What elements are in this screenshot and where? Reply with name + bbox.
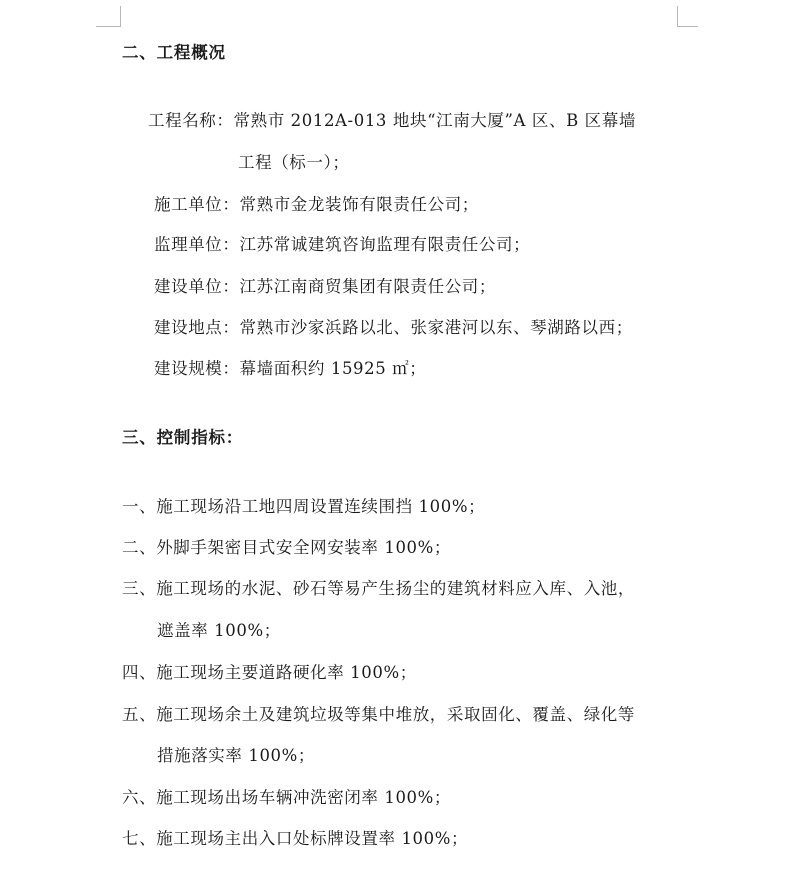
section-heading-control-indicators: 三、控制指标： — [122, 428, 244, 447]
info-label: 监理单位： — [154, 235, 240, 254]
crop-mark-top-left — [96, 6, 121, 27]
info-value: 江苏常诚建筑咨询监理有限责任公司； — [239, 235, 531, 254]
info-value: 常熟市 2012A-013 地块“江南大厦”A 区、B 区幕墙 — [233, 111, 636, 130]
info-label: 建设单位： — [154, 277, 240, 296]
list-item-indicator-2: 二、外脚手架密目式安全网安装率 100%； — [122, 538, 452, 557]
info-value: 幕墙面积约 15925 ㎡； — [239, 359, 427, 378]
list-item-indicator-6: 六、施工现场出场车辆冲洗密闭率 100%； — [122, 788, 452, 807]
info-value: 江苏江南商贸集团有限责任公司； — [239, 277, 496, 296]
list-item-indicator-5: 五、施工现场余土及建筑垃圾等集中堆放，采取固化、覆盖、绿化等 — [122, 705, 635, 724]
list-item-indicator-5-continuation: 措施落实率 100%； — [157, 746, 316, 765]
info-label: 施工单位： — [154, 195, 240, 214]
list-item-indicator-3-continuation: 遮盖率 100%； — [157, 621, 281, 640]
info-value: 常熟市沙家浜路以北、张家港河以东、琴湖路以西； — [239, 318, 633, 337]
info-row-project-name-continuation: 工程（标一）； — [238, 153, 350, 172]
section-heading-project-overview: 二、工程概况 — [122, 43, 226, 62]
info-row-project-name — [148, 110, 636, 132]
list-item-indicator-7: 七、施工现场主出入口处标牌设置率 100%； — [122, 829, 469, 848]
info-label: 建设地点： — [154, 318, 240, 337]
info-row-scale — [154, 358, 426, 380]
list-item-indicator-1: 一、施工现场沿工地四周设置连续围挡 100%； — [122, 497, 486, 516]
info-row-location — [154, 317, 633, 339]
list-item-indicator-4: 四、施工现场主要道路硬化率 100%； — [122, 663, 417, 682]
list-item-indicator-3: 三、施工现场的水泥、砂石等易产生扬尘的建筑材料应入库、入池， — [122, 579, 635, 598]
info-row-owner-unit — [154, 276, 496, 298]
info-value: 常熟市金龙装饰有限责任公司； — [239, 195, 479, 214]
info-label: 工程名称： — [148, 111, 234, 130]
info-row-construction-unit — [154, 194, 479, 216]
info-label: 建设规模： — [154, 359, 240, 378]
crop-mark-top-right — [677, 6, 698, 27]
info-row-supervision-unit — [154, 234, 530, 256]
